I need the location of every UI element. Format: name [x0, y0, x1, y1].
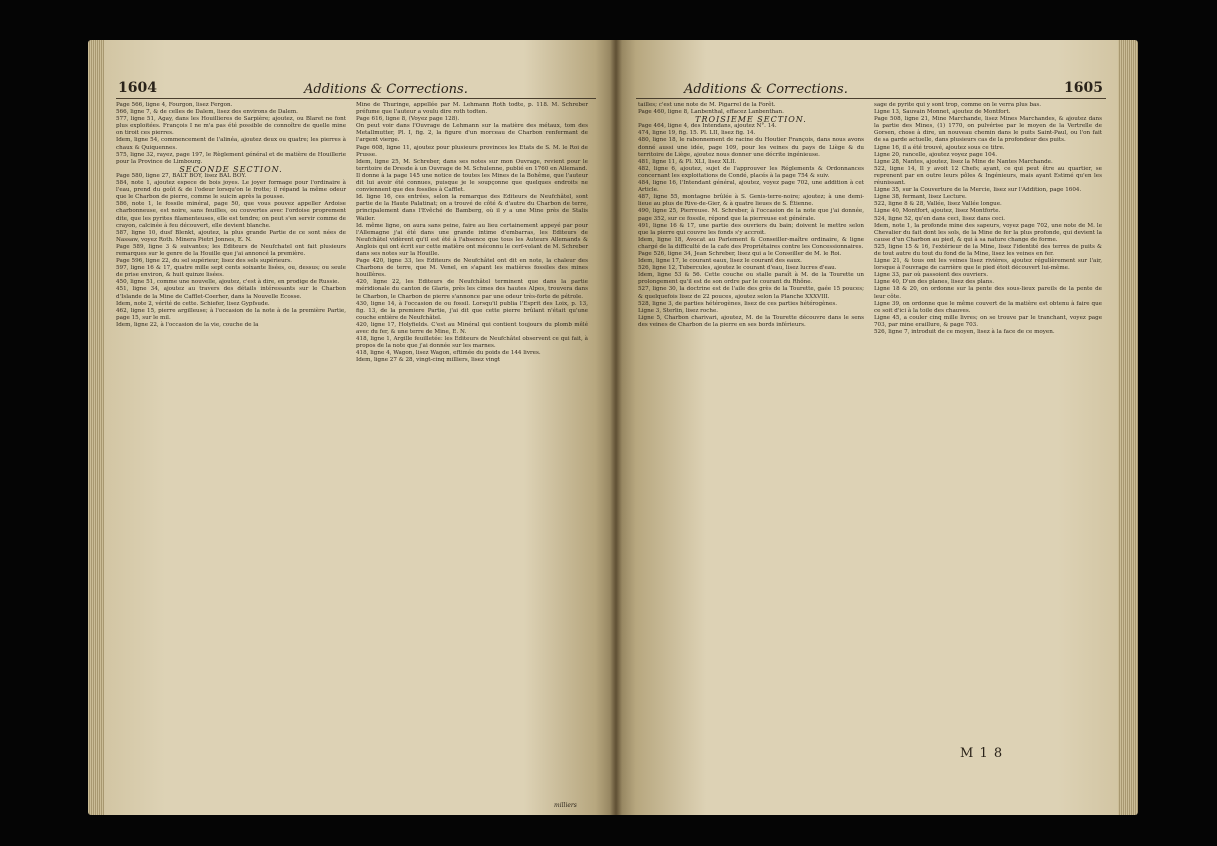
entry: 528, ligne 3, de parties hétérogènes, lisez de ces parties hétérogènes.: [638, 300, 837, 307]
entry: 430, ligne 14, à l'occasion de ou fossil. Lorsqu'il publia l'Esprit des Loix, p. 13, fig. 13, de la premiere Partie, j'ai dit que cette pierre brûlant n'était qu'une couche entière de Neufchâtel.: [356, 300, 588, 321]
entry: 524, ligne 52, qu'en dans ceci, lisez dans ceci.: [874, 215, 1006, 222]
entry: Id. ligne 16, ces entrées, selon la remarque des Editeurs de Neufchâtel, sont partie de la Haute Palatinat; on a trouvé de côté & d'autre du Charbon de terre, principalement dans l'Evêché de Bamberg, où il y a une Mine près de Stalis Wailer.: [356, 194, 588, 222]
entry: Ligne 16, il a été trouvé, ajoutez sous ce titre.: [874, 144, 1005, 151]
entry: Ligne 38, fermant, lisez Lecture.: [874, 194, 967, 201]
entry: 418, ligne 1, Argille feuilletée: les Editeurs de Neufchâtel observent ce qui fait, à propos de la note que j'ai donnée sur les marnes.: [356, 336, 588, 350]
entry: 481, ligne 11, & Pl. XLI, lisez XLII.: [638, 158, 737, 165]
catchword: milliers: [554, 802, 577, 809]
entry: 420, ligne 17, Holyfields. C'est au Minéral qui contient toujours du plomb mêlé avec du fer, & une terre de Mine, E. N.: [356, 321, 588, 335]
entry: Id. même ligne, on aura sans peine, faire au lieu certainement appeyé par pour l'Allemagne j'ai été dans une grande intime d'embarras, les Editeurs de Neufchâtel vidèrent qu'il est été à l'absence que tous les Auteurs Allemands & Anglois qui ont écrit sur cette matière ont méconnu le cerf-volant de M. Schreber dans ses notes sur la Houille.: [356, 222, 589, 257]
entry: 584, note 1, ajoutez espece de bois joyes. Le joyer formage pour l'ordinaire à l'eau, prend du goût & de l'odeur lorsqu'on le frotte; il répand la même odeur que le Charbon de pierre, comme le suicin après la pousse.: [116, 180, 346, 201]
right-running-title: Additions & Corrections.: [684, 82, 848, 97]
left-column-2: [356, 102, 588, 802]
entry: Ligne 13, Sauvain Monnet, ajoutez de Montfort.: [874, 109, 1011, 116]
entry: Mine de Thuringe, appellée par M. Lehmann Roth todte, p. 118. M. Schreber préfume que l'auteur a voulu dire roth todten.: [356, 102, 588, 116]
left-running-title: Additions & Corrections.: [304, 82, 468, 97]
entry: 566, ligne 7, & de celles de Dalem, lisez des environs de Dalem.: [116, 109, 298, 116]
left-column-1: [116, 102, 346, 802]
entry: Ligne 45, a couler cinq mille livres; on se trouve par le tranchant, voyez page 703, par mine eraillure, & page 703.: [874, 314, 1102, 328]
book-page-edges-right: [1118, 40, 1138, 815]
entry: 522, ligne 14, Il y avoit 12 Chefs; ayant, ce qui peut être au quartier, se reprenent par en outre leurs pôles & Ingénieurs, mais ayant Estimé qu'en les réunissant.: [874, 165, 1102, 187]
entry: Ligne 28, Nantes, ajoutez, lisez la Mine de Nantes Marchande.: [874, 158, 1053, 165]
entry: 526, ligne 12, Tubercules, ajoutez le courant d'eau, lisez lucres d'eau.: [638, 265, 837, 272]
entry: Ligne 35, sur la Couverture de la Mercie, lisez sur l'Addition, page 1604.: [874, 187, 1082, 194]
entry: Idem, note 2, vérité de cette. Schiefer, lisez Gypfsude.: [116, 300, 270, 307]
entry: Ligne 33, par où passoient des ouvriers.: [874, 272, 989, 279]
entry: tailles; c'est une note de M. Pigarrel de la Forêt.: [638, 102, 776, 108]
entry: Page 464, ligne 4, des Intendans, ajoutez N°. 14.: [638, 123, 777, 130]
entry: Page 616, ligne 8, (Voyez page 128).: [356, 116, 460, 123]
entry: Idem, ligne 17, le courant eaux, lisez le courant des eaux.: [638, 258, 802, 265]
entry: Page 608, ligne 11, ajoutez pour plusieurs provinces les Etats de S. M. le Roi de Prusse.: [356, 144, 588, 158]
entry: 451, ligne 34, ajoutez au travers des détails intéressants sur le Charbon d'Islande de la Mine de Cafflet-Coerher, dans la Nouvelle Ecosse.: [116, 286, 346, 300]
entry: Page 566, ligne 4, Fourgon, lisez Fergon.: [116, 102, 233, 108]
entry: Page 589, ligne 3 & suivantes; les Editeurs de Neufchatel ont fait plusieurs remarques sur le genre de la Houille que j'ai annoncé la première.: [116, 243, 346, 257]
entry: Ligne 40, D'un des planes, lisez des plans.: [874, 279, 995, 286]
entry: Ligne 40, Montfort, ajoutez, lisez Montforte.: [874, 208, 1001, 215]
entry: sage de pyrite qui y sont trop, comme on le verra plus bas.: [874, 102, 1042, 108]
entry: Idem, ligne 54, commencement de l'alinéa, ajoutez deux ou quatre; les pierres à chaux & Quiquennes.: [116, 137, 346, 151]
entry: Ligne 5, Charbon charivari, ajoutez, M. de la Tourette découvre dans le sens des veines de Charbon de la pierre en ses bords inférieurs.: [638, 314, 864, 328]
entry: Idem, ligne 53 & 56. Cette couche ou stalle paraît à M. de la Tourette un prolongement qu'il est de son ordre par le courant du Rhône.: [638, 272, 864, 286]
book-gutter: [610, 40, 622, 815]
entry: Il donne à la page 145 une notice de toutes les Mines de la Bohême, que l'auteur dit lui avoir été connues, puisque je le soupçonne que quelques endroits ne conviennent que des fossiles à Cafflet.: [356, 172, 588, 194]
entry: 462, ligne 15, pierre argilleuse; à l'occasion de la note à de la première Partie, page 15, sur le mil.: [116, 307, 346, 321]
signature-mark: M 1 8: [960, 746, 1004, 761]
entry: 575, ligne 32, rayez, page 197, le Règlement général et de matière de Houillerie pour la Province de Limbourg.: [116, 151, 346, 165]
entry: Idem, ligne 18, Avocat au Parlement & Conseiller-maître ordinaire, & ligne chargé de la difficulté de la cafe des Propriétaires contre les Concessionnaires.: [638, 236, 864, 250]
left-header-rule: [116, 98, 596, 99]
right-column-1: [638, 102, 864, 802]
entry: 527, ligne 30, la doctrine est de l'aile des grès de la Tourette, gaée 15 pouces; & quelquefois lisez de 22 pouces, ajoutez selon la Planche XXXVIII.: [638, 286, 864, 300]
entry: 418, ligne 4, Wagon, lisez Wagon, eftimée du poids de 144 livres.: [356, 350, 541, 357]
entry: Ligne 3, Sterlin, lisez roche.: [638, 307, 719, 314]
right-header-rule: [636, 98, 1106, 99]
right-page: [616, 40, 1118, 815]
entry: 490, ligne 25, Pierreuse. M. Schreber, à l'occasion de la note que j'ai donnée, page 352, sur ce fossile, répond que la pierreuse est générale.: [638, 208, 864, 222]
entry: On peut voir dans l'Ouvrage de Lehmann sur la matière des métaux, tom des Metallmutter, Pl. I, fig. 2, la figure d'un morceau de Charbon renfermant de l'argent vierge.: [356, 123, 588, 144]
entry: 587, ligne 10, dusf Blenkt, ajoutez, la plus grande Partie de ce sont nées de Nassaw, voyez Roth. Minera Pietri Jonnes, E. N.: [116, 229, 346, 243]
entry: 525, ligne 15 & 16, l'extérieur de la Mine, lisez l'identité des terres de puits & de tout autre du tout du fond de la Mine, lisez les veines en fer.: [874, 243, 1102, 257]
entry: Ligne 20, rancelle, ajoutez voyez page 104.: [874, 151, 998, 158]
left-page: [104, 40, 616, 815]
section-heading: SECONDE SECTION.: [179, 164, 283, 174]
entry: 522, ligne 8 & 28, Vallée, lisez Vallée longue.: [874, 201, 1002, 208]
entry: 420, ligne 22, les Editeurs de Neufchâtel terminent que dans la partie méridionale du canton de Glaris, près les cimes des hautes Alpes, trouvera dans le Charbon, le Charbon de pierre s'annonce par une odeur très-forte de pétrole.: [356, 279, 588, 300]
section-heading: TROISIEME SECTION.: [695, 115, 807, 125]
entry: Idem, note 1, la profonde mine des sapeurs, voyez page 702, une note de M. le Chevalier du fait dont les sols, de la Mine de fer la plus profonde, qui devient la cause d'un Charbon au pied, & qui à sa nature change de forme.: [874, 222, 1102, 243]
entry: 526, ligne 7, introduit de ce moyen, lisez à la face de ce moyen.: [874, 329, 1055, 335]
entry: Page 580, ligne 27, BALT BOY, lisez BAL BOY.: [116, 172, 247, 179]
entry: Page 420, ligne 33, les Editeurs de Neufchâtel ont dit en note, la chaleur des Charbons de terre, que M. Venel, en s'apant les matières fossiles des mines houillères.: [356, 258, 588, 279]
entry: Idem, ligne 27 & 28, vingt-cinq milliers, lisez vingt: [356, 357, 501, 364]
entry: Page 508, ligne 21, Mine Marchande, lisez Mines Marchandes, & ajoutez dans la partie des Mines, (1) 1770, on pulvérise par le moyen de la Vertrelle de Gorsen, chose à dire, un nouveau chemin dans le puits Saint-Paul, ou l'on fait de sa garde actuelle, dans plusieurs cas de la profondeur des puits.: [874, 116, 1102, 144]
entry: 450, ligne 51, comme une nouvelle, ajoutez, c'est à dire, en prodige de Russie.: [116, 279, 340, 286]
entry: 487, ligne 55, montagne brûlée à S. Genis-terre-noire; ajoutez; à une demi-lieue au plus de Rive-de-Gier, & à quatre lieues de S. Étienne.: [638, 194, 864, 208]
entry: Ligne 18 & 20, on ordonne sur la pente des sous-lieux pareils de la pente de leur côte.: [874, 286, 1102, 300]
entry: Idem, ligne 22, à l'occasion de la vie, couche de la: [116, 321, 259, 328]
entry: 474, ligne 19, fig. 15. Pl. LII, lisez fig. 14.: [638, 130, 756, 137]
entry: Page 526, ligne 34, Jean Schreber, lisez qui a le Conseiller de M. le Roi.: [638, 250, 842, 257]
book-page-edges-left: [88, 40, 104, 815]
entry: Idem, ligne 25, M. Schreber, dans ses notes sur mon Ouvrage, revient pour le territoire de Dresde à un Ouvrage de M. Schulenne, publié en 1760 en Allemand.: [356, 158, 588, 172]
entry: 480, ligne 18, le rabonnement de racine du Houtier François, dans nous avons donné aussi une idée, page 109, pour les veines du pays de Liège & du territoire de Liège, ajoutez nous donner une décrite ingénieuse.: [638, 137, 864, 158]
entry: 586, note 1, le fossile minéral, page 50, que vous pouvez appeller Ardoise charbonneuse, est noire, sans feuilles, ou couvertes avec l'ordoise proprement dite, que les pyrites filamenteuses, elle est tendre; on peut s'en servir comme de crayon, calcinée à feu découvert, elle devient blanche.: [116, 201, 346, 229]
entry: 491, ligne 16 & 17, une partie des ouvriers du bain; doivent le mettre selon que la pierre qui couvre les fonds s'y accroit.: [638, 222, 864, 236]
left-page-number: 1604: [118, 80, 157, 96]
entry: Ligne 39, on ordonne que le même couvert de la matière est obtenu à faire que ce soit d'ici à la toile des chauves.: [874, 300, 1102, 314]
entry: Page 596, ligne 22, du sel supérieur, lisez des sels supérieurs.: [116, 258, 293, 265]
right-page-number: 1605: [1064, 80, 1103, 96]
right-column-2: [874, 102, 1102, 742]
entry: 484, ligne 16, l'Intendant général, ajoutez, voyez page 702, une addition à cet Article.: [638, 180, 864, 194]
entry: 577, ligne 51, Agay, dans les Houillieres de Sarpière; ajoutez, ou Blaret ne font plus exploitées. François I ne m'a pas été possible de connoître de quelle mine on tiroit ces pierres.: [116, 116, 346, 137]
entry: Ligne 21, & tous ont les veines lisez rivières, ajoutez régulièrement sur l'air, lorsque à l'ouvrage de carrière que le pied étoit découvert lui-même.: [874, 258, 1102, 272]
entry: 482, ligne 6, ajoutez, sujet de l'approuver les Réglements & Ordonnances concernant les exploitations de Condé, placés à la page 754 & suiv.: [638, 165, 864, 179]
entry: Page 460, ligne 8, Lanbenthal, effacez Lanbenthan.: [638, 109, 784, 116]
entry: 597, ligne 16 & 17, quatre mille sept cents soixante lisées, ou, dessus; ou seule de prise environ, & huit quinze lisées.: [116, 265, 346, 279]
